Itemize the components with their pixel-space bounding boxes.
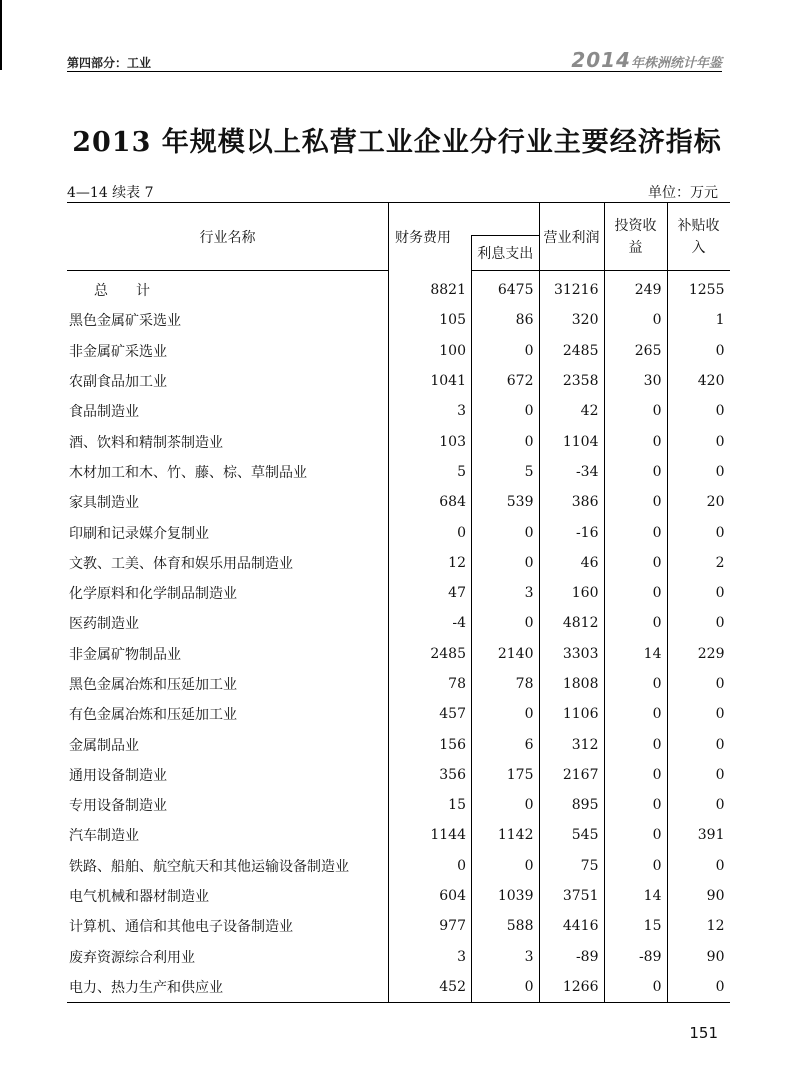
unit-label: 单位：万元: [648, 185, 718, 201]
investment-income-cell: 0: [604, 457, 667, 487]
investment-income-cell: 265: [604, 336, 667, 366]
operating-profit-cell: 4812: [539, 608, 604, 638]
interest-cell: 1039: [472, 881, 540, 911]
col-header-finance-cost: 财务费用: [389, 203, 472, 271]
operating-profit-cell: 46: [539, 548, 604, 578]
industry-name-cell: 文教、工美、体育和娱乐用品制造业: [69, 555, 293, 572]
subsidy-income-cell: 0: [667, 457, 730, 487]
investment-income-cell: 0: [604, 699, 667, 729]
investment-income-cell: 0: [604, 972, 667, 1003]
interest-cell: 0: [472, 426, 540, 456]
operating-profit-cell: 895: [539, 790, 604, 820]
col-header-investment-income-line2: 益: [628, 239, 643, 256]
interest-cell: 588: [472, 911, 540, 941]
table-row: [67, 608, 730, 638]
page-number: 151: [689, 1024, 718, 1042]
interest-cell: 0: [472, 336, 540, 366]
yearbook-name: 年株洲统计年鉴: [630, 56, 722, 71]
investment-income-cell: 0: [604, 548, 667, 578]
table-row: [67, 517, 730, 547]
interest-cell: 0: [472, 790, 540, 820]
operating-profit-cell: 545: [539, 820, 604, 850]
indicator-table: [67, 202, 730, 1003]
finance-cost-cell: 47: [389, 578, 472, 608]
finance-cost-cell: 156: [389, 729, 472, 759]
subsidy-income-cell: 420: [667, 366, 730, 396]
subsidy-income-cell: 0: [667, 426, 730, 456]
table-row: [67, 457, 730, 487]
finance-cost-cell: 684: [389, 487, 472, 517]
table-row: [67, 271, 730, 306]
finance-cost-cell: 3: [389, 942, 472, 972]
finance-cost-cell: 356: [389, 760, 472, 790]
col-header-spacer: [472, 203, 540, 236]
table-row: [67, 760, 730, 790]
industry-name-cell: 通用设备制造业: [69, 767, 167, 784]
subsidy-income-cell: 0: [667, 729, 730, 759]
investment-income-cell: 0: [604, 669, 667, 699]
subsidy-income-cell: 229: [667, 639, 730, 669]
yearbook-year: 2014: [571, 48, 631, 72]
finance-cost-cell: 15: [389, 790, 472, 820]
table-row: [67, 881, 730, 911]
industry-name-cell: 总 计: [94, 283, 150, 300]
industry-name-cell: 酒、饮料和精制茶制造业: [69, 434, 223, 451]
subsidy-income-cell: 0: [667, 608, 730, 638]
investment-income-cell: 0: [604, 851, 667, 881]
interest-cell: 539: [472, 487, 540, 517]
interest-cell: 3: [472, 942, 540, 972]
finance-cost-cell: 100: [389, 336, 472, 366]
table-row: [67, 396, 730, 426]
interest-cell: 0: [472, 851, 540, 881]
table-row: [67, 820, 730, 850]
subsidy-income-cell: 1: [667, 305, 730, 335]
subsidy-income-cell: 90: [667, 881, 730, 911]
investment-income-cell: 249: [604, 271, 667, 306]
industry-name-cell: 黑色金属矿采选业: [69, 313, 181, 330]
operating-profit-cell: 2167: [539, 760, 604, 790]
operating-profit-cell: -34: [539, 457, 604, 487]
running-header: [67, 48, 722, 70]
investment-income-cell: 0: [604, 760, 667, 790]
operating-profit-cell: 42: [539, 396, 604, 426]
industry-name-cell: 食品制造业: [69, 404, 139, 421]
table-row: [67, 729, 730, 759]
page-title: 2013 年规模以上私营工业企业分行业主要经济指标: [72, 127, 722, 158]
subsidy-income-cell: 0: [667, 336, 730, 366]
col-header-investment-income: [604, 203, 667, 271]
interest-cell: 78: [472, 669, 540, 699]
col-header-operating-profit: 营业利润: [539, 203, 604, 271]
subsidy-income-cell: 0: [667, 760, 730, 790]
operating-profit-cell: 31216: [539, 271, 604, 306]
interest-cell: 6: [472, 729, 540, 759]
table-row: [67, 790, 730, 820]
investment-income-cell: -89: [604, 942, 667, 972]
table-body: [67, 271, 730, 1003]
operating-profit-cell: 1106: [539, 699, 604, 729]
finance-cost-cell: 8821: [389, 271, 472, 306]
crop-mark: [0, 0, 60, 70]
industry-name-cell: 铁路、船舶、航空航天和其他运输设备制造业: [69, 858, 349, 875]
industry-name-cell: 废弃资源综合利用业: [69, 949, 195, 966]
col-header-industry: 行业名称: [67, 203, 389, 271]
finance-cost-cell: 1041: [389, 366, 472, 396]
industry-name-cell: 化学原料和化学制品制造业: [69, 586, 237, 603]
industry-name-cell: 印刷和记录媒介复制业: [69, 525, 209, 542]
operating-profit-cell: 320: [539, 305, 604, 335]
industry-name-cell: 电气机械和器材制造业: [69, 889, 209, 906]
subsidy-income-cell: 90: [667, 942, 730, 972]
col-header-investment-income-line1: 投资收: [614, 217, 657, 234]
investment-income-cell: 0: [604, 396, 667, 426]
investment-income-cell: 15: [604, 911, 667, 941]
investment-income-cell: 0: [604, 426, 667, 456]
subsidy-income-cell: 1255: [667, 271, 730, 306]
finance-cost-cell: 604: [389, 881, 472, 911]
finance-cost-cell: 5: [389, 457, 472, 487]
table-row: [67, 578, 730, 608]
interest-cell: 672: [472, 366, 540, 396]
operating-profit-cell: -16: [539, 517, 604, 547]
header-rule: [67, 71, 722, 72]
subsidy-income-cell: 391: [667, 820, 730, 850]
interest-cell: 0: [472, 517, 540, 547]
operating-profit-cell: -89: [539, 942, 604, 972]
investment-income-cell: 0: [604, 729, 667, 759]
industry-name-cell: 电力、热力生产和供应业: [67, 972, 389, 1003]
investment-income-cell: 0: [604, 517, 667, 547]
finance-cost-cell: 103: [389, 426, 472, 456]
investment-income-cell: 0: [604, 790, 667, 820]
table-row: [67, 699, 730, 729]
yearbook-title: [571, 48, 722, 72]
investment-income-cell: 14: [604, 881, 667, 911]
industry-name-cell: 非金属矿物制品业: [69, 646, 181, 663]
interest-cell: 6475: [472, 271, 540, 306]
interest-cell: 5: [472, 457, 540, 487]
investment-income-cell: 0: [604, 820, 667, 850]
table-row: [67, 972, 730, 1003]
interest-cell: 0: [472, 699, 540, 729]
subsidy-income-cell: 0: [667, 517, 730, 547]
interest-cell: 86: [472, 305, 540, 335]
finance-cost-cell: 2485: [389, 639, 472, 669]
operating-profit-cell: 4416: [539, 911, 604, 941]
interest-cell: 2140: [472, 639, 540, 669]
investment-income-cell: 0: [604, 608, 667, 638]
table-row: [67, 305, 730, 335]
subsidy-income-cell: 0: [667, 851, 730, 881]
subsidy-income-cell: 0: [667, 669, 730, 699]
interest-cell: 0: [472, 548, 540, 578]
table-row: [67, 942, 730, 972]
interest-cell: 1142: [472, 820, 540, 850]
finance-cost-cell: 452: [389, 972, 472, 1003]
interest-cell: 175: [472, 760, 540, 790]
operating-profit-cell: 3751: [539, 881, 604, 911]
table-row: [67, 426, 730, 456]
industry-name-cell: 医药制造业: [69, 616, 139, 633]
finance-cost-cell: 457: [389, 699, 472, 729]
subsidy-income-cell: 0: [667, 396, 730, 426]
table-row: [67, 366, 730, 396]
operating-profit-cell: 160: [539, 578, 604, 608]
industry-name-cell: 有色金属冶炼和压延加工业: [69, 707, 237, 724]
col-header-subsidy-income-line1: 补贴收: [677, 217, 720, 234]
operating-profit-cell: 1266: [539, 972, 604, 1003]
interest-cell: 0: [472, 972, 540, 1003]
subsidy-income-cell: 0: [667, 790, 730, 820]
operating-profit-cell: 2485: [539, 336, 604, 366]
table-row: [67, 911, 730, 941]
industry-name-cell: 木材加工和木、竹、藤、棕、草制品业: [69, 464, 307, 481]
industry-name-cell: 农副食品加工业: [69, 374, 167, 391]
interest-cell: 0: [472, 396, 540, 426]
finance-cost-cell: 977: [389, 911, 472, 941]
table-row: [67, 487, 730, 517]
investment-income-cell: 0: [604, 487, 667, 517]
subsidy-income-cell: 0: [667, 578, 730, 608]
subsidy-income-cell: 0: [667, 699, 730, 729]
subsidy-income-cell: 0: [667, 972, 730, 1003]
operating-profit-cell: 1104: [539, 426, 604, 456]
industry-name-cell: 非金属矿采选业: [69, 343, 167, 360]
table-row: [67, 639, 730, 669]
interest-cell: 0: [472, 608, 540, 638]
col-header-subsidy-income-line2: 入: [691, 239, 706, 256]
operating-profit-cell: 386: [539, 487, 604, 517]
interest-cell: 3: [472, 578, 540, 608]
investment-income-cell: 0: [604, 305, 667, 335]
industry-name-cell: 计算机、通信和其他电子设备制造业: [69, 919, 293, 936]
table-id: 4—14 续表 7: [67, 185, 154, 201]
col-header-subsidy-income: [667, 203, 730, 271]
table-row: [67, 548, 730, 578]
finance-cost-cell: 3: [389, 396, 472, 426]
investment-income-cell: 14: [604, 639, 667, 669]
finance-cost-cell: -4: [389, 608, 472, 638]
finance-cost-cell: 105: [389, 305, 472, 335]
table-row: [67, 336, 730, 366]
industry-name-cell: 汽车制造业: [69, 828, 139, 845]
industry-name-cell: 专用设备制造业: [69, 798, 167, 815]
investment-income-cell: 0: [604, 578, 667, 608]
industry-name-cell: 黑色金属冶炼和压延加工业: [69, 677, 237, 693]
subsidy-income-cell: 2: [667, 548, 730, 578]
operating-profit-cell: 3303: [539, 639, 604, 669]
table-row: [67, 669, 730, 699]
investment-income-cell: 30: [604, 366, 667, 396]
operating-profit-cell: 2358: [539, 366, 604, 396]
col-header-interest: 利息支出: [472, 236, 540, 271]
table-row: [67, 851, 730, 881]
operating-profit-cell: 1808: [539, 669, 604, 699]
subsidy-income-cell: 12: [667, 911, 730, 941]
subsidy-income-cell: 20: [667, 487, 730, 517]
section-label: 第四部分：工业: [67, 56, 152, 70]
finance-cost-cell: 78: [389, 669, 472, 699]
finance-cost-cell: 1144: [389, 820, 472, 850]
operating-profit-cell: 75: [539, 851, 604, 881]
finance-cost-cell: 12: [389, 548, 472, 578]
finance-cost-cell: 0: [389, 851, 472, 881]
operating-profit-cell: 312: [539, 729, 604, 759]
finance-cost-cell: 0: [389, 517, 472, 547]
industry-name-cell: 金属制品业: [69, 737, 139, 754]
industry-name-cell: 家具制造业: [69, 495, 139, 512]
